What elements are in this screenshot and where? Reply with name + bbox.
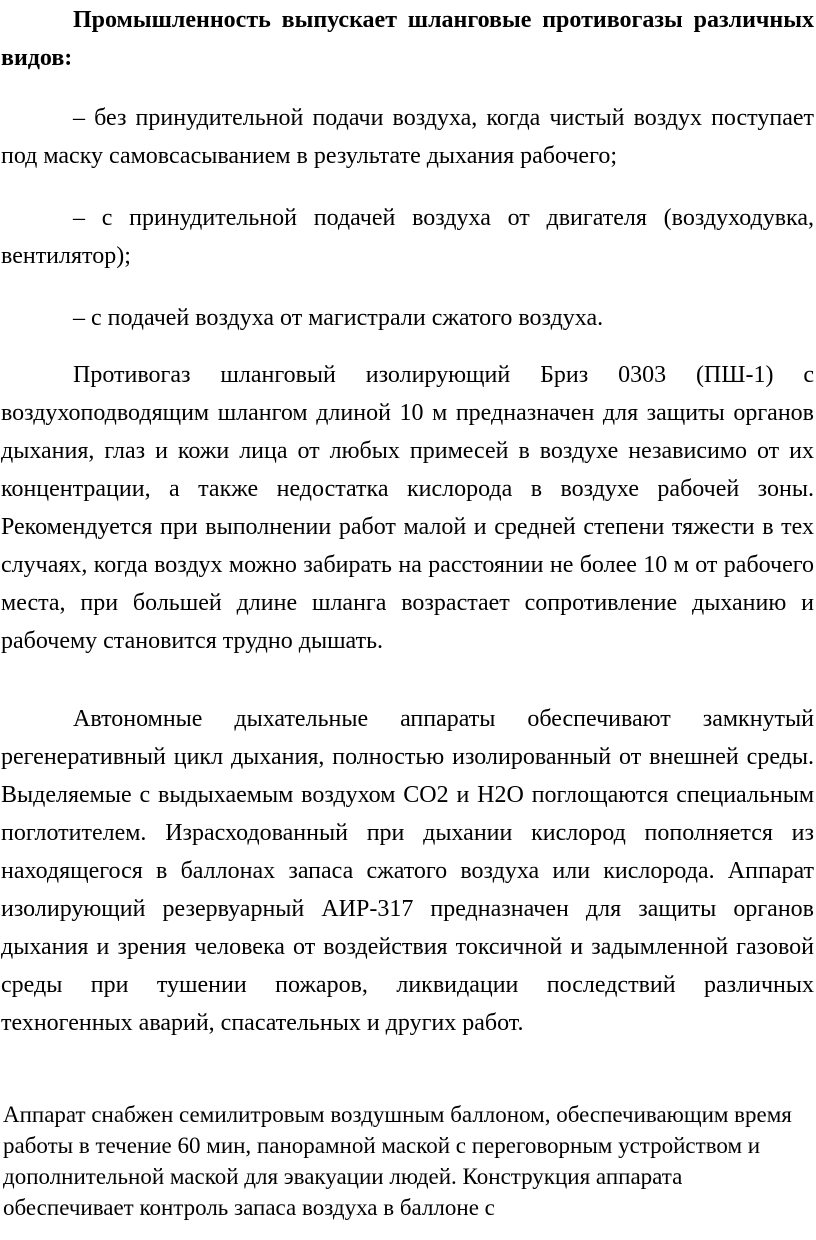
list-item-blower: – с принудительной подачей воздуха от двигателя (воздуходувка, вентилятор); [1, 205, 814, 269]
paragraph-hose-gas-mask: Противогаз шланговый изолирующий Бриз 0303 (ПШ-1) с воздухоподводящим шлангом длиной 10 м предназначен для защиты органов дыхания, глаз и кожи лица от любых примесей в воздухе независимо от их концентрации, а также недостатка кислорода в воздухе рабочей зоны. Рекомендуется при выполнении работ малой и средней степени тяжести в тех случаях, когда воздух можно забирать на расстоянии не более 10 м от рабочего места, при большей длине шланга возрастает сопротивление дыханию и рабочему становится трудно дышать. [1, 362, 814, 654]
paragraph-air-cylinder: Аппарат снабжен семилитровым воздушным баллоном, обеспечивающим время работы в течение 60 мин, панорамной маской с переговорным устройством и дополнительной маской для эвакуации людей. Конструкция аппарата обеспечивает контроль запаса воздуха в баллоне с [3, 1102, 792, 1220]
list-item-compressed-air: – с подачей воздуха от магистрали сжатого воздуха. [73, 305, 604, 331]
paragraph-autonomous-apparatus: Автономные дыхательные аппараты обеспечивают замкнутый регенеративный цикл дыхания, полностью изолированный от внешней среды. Выделяемые с выдыхаемым воздухом СО2 и Н2О поглощаются специальным поглотителем. Израсходованный при дыхании кислород пополняется из находящегося в баллонах запаса сжатого воздуха или кислорода. Аппарат изолирующий резервуарный АИР-317 предназначен для защиты органов дыхания и зрения человека от воздействия токсичной и задымленной газовой среды при тушении пожаров, ликвидации последствий различных техногенных аварий, спасательных и других работ. [1, 706, 814, 1036]
heading-paragraph: Промышленность выпускает шланговые противогазы различных видов: [1, 7, 814, 71]
list-item-no-forced-air: – без принудительной подачи воздуха, когда чистый воздух поступает под маску самовсасыванием в результате дыхания рабочего; [1, 105, 814, 169]
